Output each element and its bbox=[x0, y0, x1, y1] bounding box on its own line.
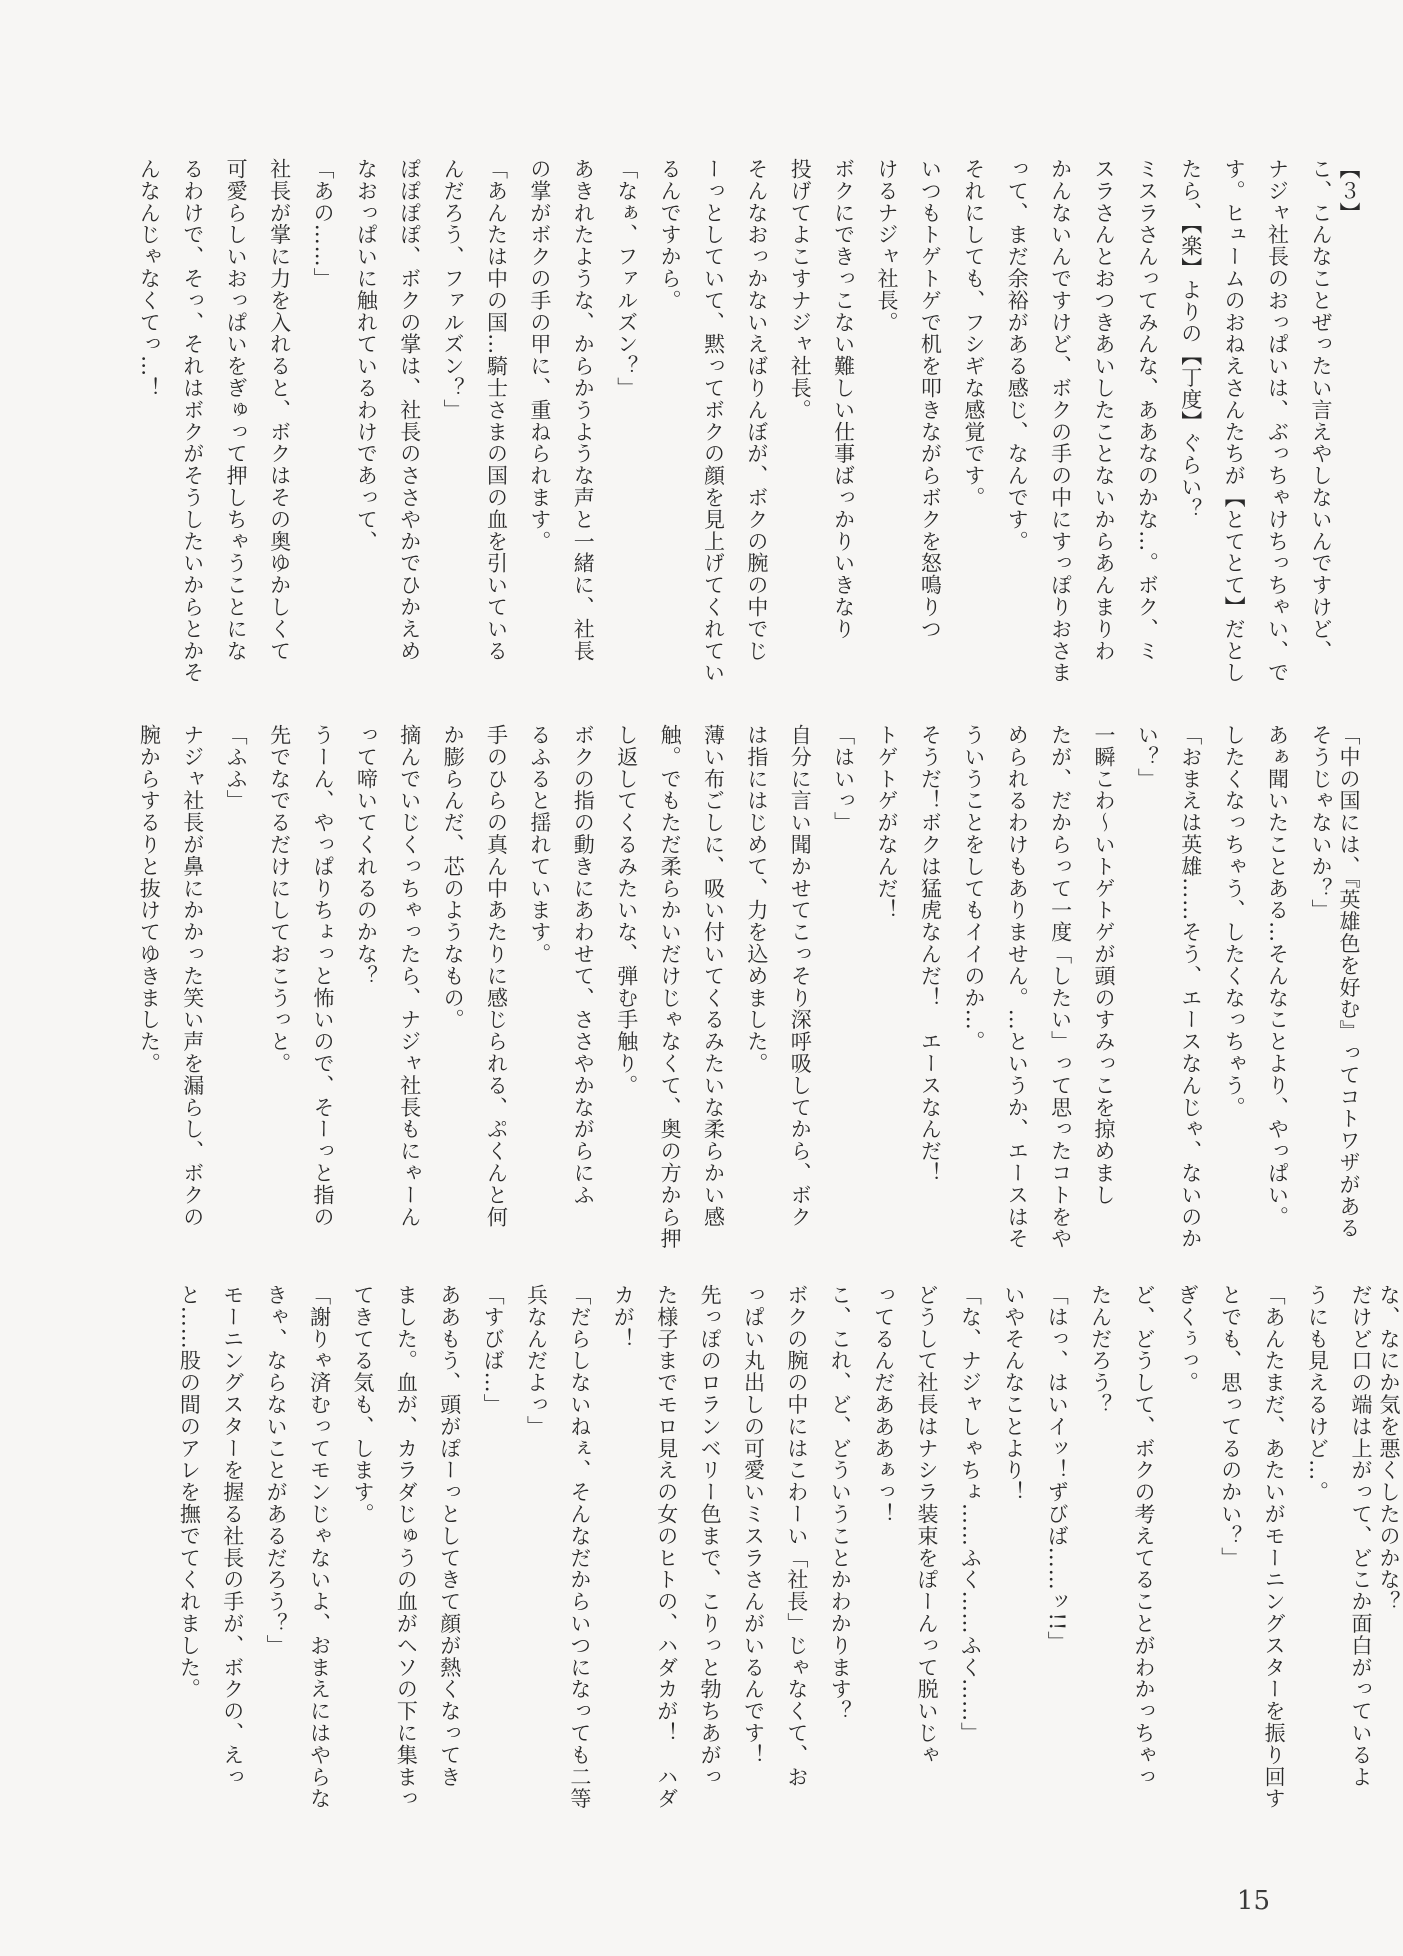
text-column: いやそんなことより！ bbox=[1001, 1284, 1026, 1503]
text-column: 摘んでいじくっちゃったら、ナジャ社長もにゃーん bbox=[397, 724, 422, 1228]
text-column: 「なぁ、ファルズン？」 bbox=[614, 158, 639, 399]
text-column: な、なにか気を悪くしたのかな？ bbox=[1376, 1284, 1401, 1613]
text-column: そうじゃないか？」 bbox=[1308, 724, 1333, 922]
text-column: スラさんとおつきあいしたことないからあんまりわ bbox=[1091, 158, 1116, 662]
text-column: あぁ聞いたことある…そんなことより、やっぱい。 bbox=[1265, 724, 1290, 1228]
text-column: んなんじゃなくてっ…！ bbox=[137, 158, 162, 399]
text-column: し返してくるみたいな、弾む手触り。 bbox=[614, 724, 639, 1097]
text-column: 投げてよこすナジャ社長。 bbox=[788, 158, 813, 421]
text-column: んだろう、ファルズン？」 bbox=[441, 158, 466, 421]
text-column: てきてる気も、します。 bbox=[350, 1284, 375, 1525]
text-column: うにも見えるけど…。 bbox=[1305, 1284, 1330, 1503]
text-column: 「あの……」 bbox=[310, 158, 335, 290]
text-column: それにしても、フシギな感覚です。 bbox=[961, 158, 986, 509]
text-column: モーニングスターを握る社長の手が、ボクの、えっ bbox=[220, 1284, 245, 1788]
text-column: ナジャ社長のおっぱいは、ぶっちゃけちっちゃい、で bbox=[1265, 158, 1290, 684]
text-column: そんなおっかないえばりんぼが、ボクの腕の中でじ bbox=[744, 158, 769, 662]
text-column: ボクの腕の中にはこわーい「社長」じゃなくて、お bbox=[784, 1284, 809, 1788]
text-column: 「おまえは英雄……そう、エースなんじゃ、ないのか bbox=[1178, 724, 1203, 1250]
text-column: 「はいっ」 bbox=[831, 724, 856, 834]
text-column: た様子までモロ見えの女のヒトの、ハダカが！ ハダ bbox=[654, 1284, 679, 1810]
text-column: トゲトゲがなんだ！ bbox=[875, 724, 900, 922]
text-column: そうだ！ボクは猛虎なんだ！ エースなんだ！ bbox=[918, 724, 943, 1184]
text-column: 自分に言い聞かせてこっそり深呼吸してから、ボク bbox=[788, 724, 813, 1228]
text-column: るわけで、そっ、それはボクがそうしたいからとかそ bbox=[180, 158, 205, 684]
text-column: 手のひらの真ん中あたりに感じられる、ぷくんと何 bbox=[484, 724, 509, 1228]
text-column: 社長が掌に力を入れると、ボクはその奥ゆかしくて bbox=[267, 158, 292, 662]
page-number: 15 bbox=[1236, 1886, 1270, 1916]
text-column: 「すびば…」 bbox=[481, 1284, 506, 1416]
text-column: ぽぽぽぽ、ボクの掌は、社長のささやかでひかえめ bbox=[397, 158, 422, 662]
text-column: ういうことをしてもイイのか…。 bbox=[961, 724, 986, 1053]
text-column: 「謝りゃ済むってモンじゃないよ、おまえにはやらな bbox=[307, 1284, 332, 1810]
text-column: きゃ、ならないことがあるだろう？」 bbox=[264, 1284, 289, 1657]
text-column: い？」 bbox=[1135, 724, 1160, 790]
text-column: 薄い布ごしに、吸い付いてくるみたいな柔らかい感 bbox=[701, 724, 726, 1228]
text-column: ってるんだあああぁっ！ bbox=[871, 1284, 896, 1525]
text-column: こ、こんなことぜったい言えやしないんですけど、 bbox=[1308, 158, 1333, 662]
text-column: ど、どうして、ボクの考えてることがわかっちゃっ bbox=[1131, 1284, 1156, 1788]
text-column: 先でなでるだけにしておこうっと。 bbox=[267, 724, 292, 1075]
text-column: なおっぱいに触れているわけであって、 bbox=[354, 158, 379, 553]
text-column: 「ふふ」 bbox=[224, 724, 249, 812]
text-column: 「はっ、はいイッ！ずびば……ッ!!」 bbox=[1045, 1284, 1070, 1654]
text-column: 「あんたは中の国…騎士さまの国の血を引いている bbox=[484, 158, 509, 662]
text-tier-middle bbox=[120, 724, 1363, 1264]
text-column: たが、だからって一度「したい」って思ったコトをや bbox=[1048, 724, 1073, 1250]
text-column: いつもトゲトゲで机を叩きながらボクを怒鳴りつ bbox=[918, 158, 943, 640]
text-column: 「中の国には、『英雄色を好む』ってコトワザがある bbox=[1336, 724, 1361, 1240]
text-column: るんですから。 bbox=[658, 158, 683, 312]
text-column: められるわけもありません。…というか、エースはそ bbox=[1005, 724, 1030, 1250]
text-column: うーん、やっぱりちょっと怖いので、そーっと指の bbox=[310, 724, 335, 1228]
text-column: たんだろう？ bbox=[1088, 1284, 1113, 1416]
text-tier-bottom bbox=[160, 1284, 1403, 1814]
text-column: ああもう、頭がぽーっとしてきて顔が熱くなってき bbox=[437, 1284, 462, 1788]
text-column: 腕からするりと抜けてゆきました。 bbox=[137, 724, 162, 1075]
text-column: 「あんたまだ、あたいがモーニングスターを振り回す bbox=[1262, 1284, 1287, 1810]
text-tier-top bbox=[120, 158, 1363, 698]
text-column: 触。でもただ柔らかいだけじゃなくて、奥の方から押 bbox=[658, 724, 683, 1250]
text-column: したくなっちゃう、したくなっちゃう。 bbox=[1222, 724, 1247, 1119]
text-column: 兵なんだよっ」 bbox=[524, 1284, 549, 1438]
text-column: って啼いてくれるのかな？ bbox=[354, 724, 379, 987]
text-column: たら、【楽】よりの【丁度】ぐらい？ bbox=[1178, 158, 1203, 520]
text-column: と……股の間のアレを撫でてくれました。 bbox=[177, 1284, 202, 1701]
text-column: あきれたような、からかうような声と一緒に、社長 bbox=[571, 158, 596, 662]
text-column: どうして社長はナシラ装束をぽーんって脱いじゃ bbox=[915, 1284, 940, 1766]
text-column: こ、これ、ど、どういうことかわかります？ bbox=[828, 1284, 853, 1722]
text-column: ミスラさんってみんな、ああなのかな…。ボク、ミ bbox=[1135, 158, 1160, 662]
text-column: 先っぽのロランベリー色まで、こりっと勃ちあがっ bbox=[698, 1284, 723, 1788]
text-column: 可愛らしいおっぱいをぎゅって押しちゃうことにな bbox=[224, 158, 249, 662]
text-column: とでも、思ってるのかい？」 bbox=[1218, 1284, 1243, 1569]
text-column: は指にはじめて、力を込めました。 bbox=[744, 724, 769, 1075]
text-column: 一瞬こわ〜いトゲトゲが頭のすみっこを掠めまし bbox=[1091, 724, 1116, 1206]
text-column: 「だらしないねぇ、そんなだからいつになっても二等 bbox=[567, 1284, 592, 1810]
text-column: ナジャ社長が鼻にかかった笑い声を漏らし、ボクの bbox=[180, 724, 205, 1228]
text-column: ボクの指の動きにあわせて、ささやかながらにふ bbox=[571, 724, 596, 1206]
text-column: 「な、ナジャしゃちょ……ふく……ふく……」 bbox=[958, 1284, 983, 1744]
text-column: るふると揺れています。 bbox=[527, 724, 552, 965]
text-column: の掌がボクの手の甲に、重ねられます。 bbox=[527, 158, 552, 553]
text-column: だけど口の端は上がって、どこか面白がっているよ bbox=[1348, 1284, 1373, 1788]
text-column: ぎくぅっ。 bbox=[1175, 1284, 1200, 1394]
text-column: ボクにできっこない難しい仕事ばっかりいきなり bbox=[831, 158, 856, 640]
text-column: ました。血が、カラダじゅうの血がヘソの下に集まっ bbox=[394, 1284, 419, 1810]
text-column: ーっとしていて、黙ってボクの顔を見上げてくれてい bbox=[701, 158, 726, 684]
text-column: けるナジャ社長。 bbox=[875, 158, 900, 334]
text-column: っぱい丸出しの可愛いミスラさんがいるんです！ bbox=[741, 1284, 766, 1766]
text-column: かんないんですけど、ボクの手の中にすっぽりおさま bbox=[1048, 158, 1073, 684]
text-column: す。ヒュームのおねえさんたちが【とてとて】だとし bbox=[1222, 158, 1247, 684]
text-column: か膨らんだ、芯のようなもの。 bbox=[441, 724, 466, 1031]
text-column: カが！ bbox=[611, 1284, 636, 1350]
text-column: 【３】 bbox=[1336, 158, 1361, 224]
text-column: って、まだ余裕がある感じ、なんです。 bbox=[1005, 158, 1030, 553]
